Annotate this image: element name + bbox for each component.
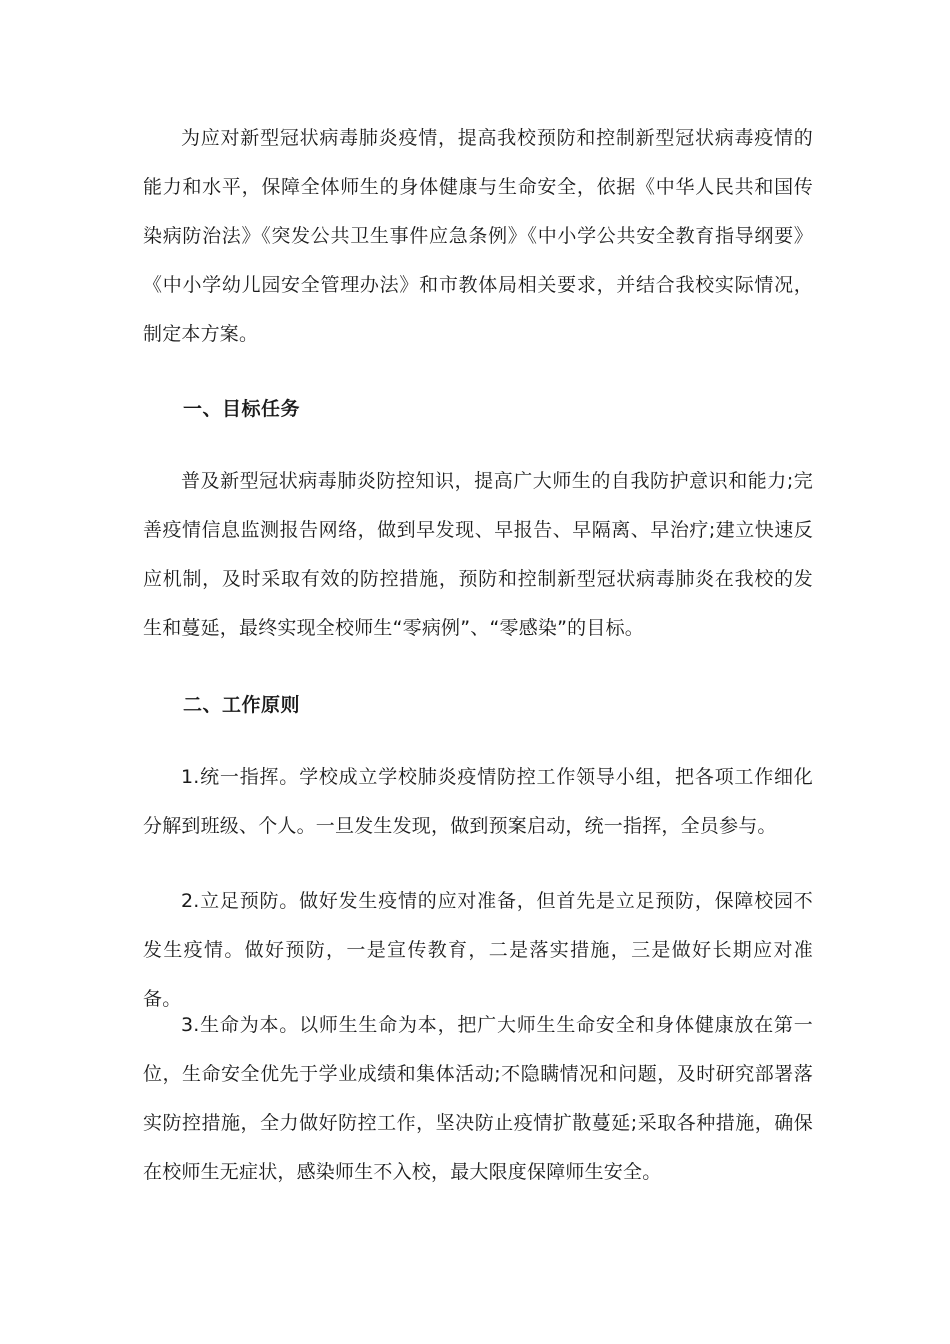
principle-paragraph-3: 3.生命为本。以师生生命为本，把广大师生生命安全和身体健康放在第一位，生命安全优先于学业成绩和集体活动;不隐瞒情况和问题，及时研究部署落实防控措施，全力做好防控工作，坚决防止疫情扩散蔓延;采取各种措施，确保在校师生无症状，感染师生不入校，最大限度保障师生安全。 <box>143 1014 813 1183</box>
principle-paragraph-1: 1.统一指挥。学校成立学校肺炎疫情防控工作领导小组，把各项工作细化分解到班级、个人。一旦发生发现，做到预案启动，统一指挥，全员参与。 <box>143 766 813 837</box>
goals-paragraph: 普及新型冠状病毒肺炎防控知识，提高广大师生的自我防护意识和能力;完善疫情信息监测报告网络，做到早发现、早报告、早隔离、早治疗;建立快速反应机制，及时采取有效的防控措施，预防和控制新型冠状病毒肺炎在我校的发生和蔓延，最终实现全校师生“零病例”、“零感染”的目标。 <box>143 470 813 639</box>
section-heading-principles: 二、工作原则 <box>183 694 301 716</box>
intro-paragraph: 为应对新型冠状病毒肺炎疫情，提高我校预防和控制新型冠状病毒疫情的能力和水平，保障全体师生的身体健康与生命安全，依据《中华人民共和国传染病防治法》《突发公共卫生事件应急条例》《中小学公共安全教育指导纲要》《中小学幼儿园安全管理办法》和市教体局相关要求，并结合我校实际情况，制定本方案。 <box>143 127 813 345</box>
principle-paragraph-2: 2.立足预防。做好发生疫情的应对准备，但首先是立足预防，保障校园不发生疫情。做好预防，一是宣传教育，二是落实措施，三是做好长期应对准备。 <box>143 890 813 1010</box>
section-heading-goals: 一、目标任务 <box>183 398 301 420</box>
